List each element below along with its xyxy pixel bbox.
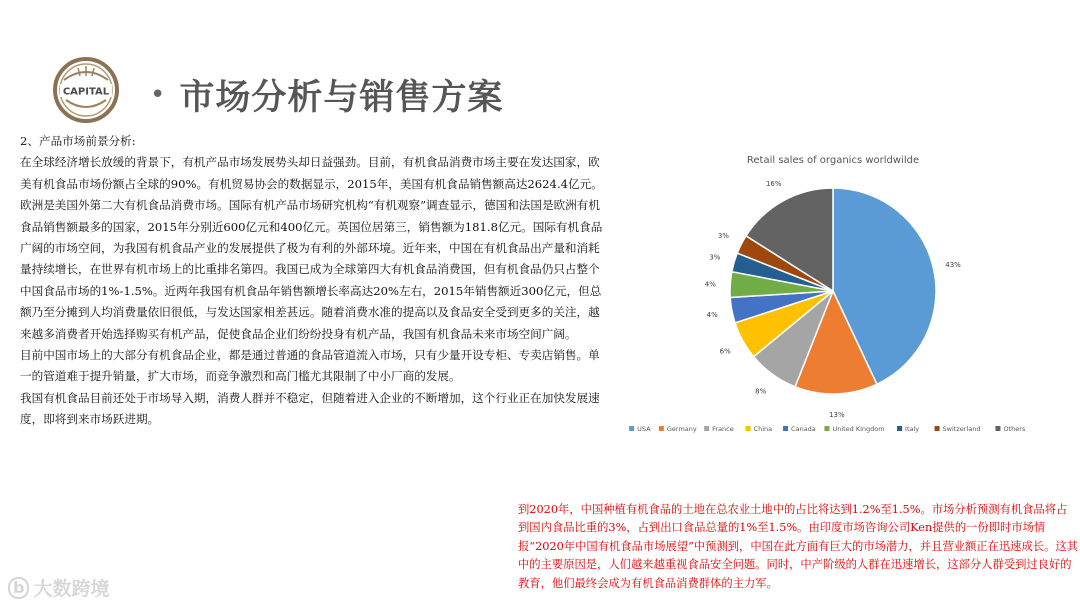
analysis-text <box>20 131 610 431</box>
legend-swatch <box>704 426 709 431</box>
watermark-icon: b <box>8 577 29 599</box>
legend-swatch <box>935 426 940 431</box>
data-label: 4% <box>706 311 718 320</box>
data-label: 6% <box>719 347 731 356</box>
capital-logo <box>52 56 120 124</box>
legend-swatch <box>659 426 664 431</box>
logo-text: CAPITAL <box>62 86 110 98</box>
title-text: 市场分析与销售方案 <box>179 78 504 118</box>
chart-title: Retail sales of organics worldwilde <box>746 155 920 166</box>
data-label: 3% <box>709 253 721 262</box>
legend-label: Italy <box>905 425 920 433</box>
data-label: 43% <box>945 261 961 270</box>
legend-label: Germany <box>666 425 697 433</box>
watermark-text: 大数跨境 <box>33 578 110 600</box>
analysis-paragraph: 目前中国市场上的大部分有机食品企业，都是通过普通的食品管道流入市场，只有少量开设专柜、专卖店销售。单一的管道难于提升销量，扩大市场，而竞争激烈和高门槛尤其限制了中小厂商的发展。 <box>20 348 600 384</box>
legend-swatch <box>824 426 829 431</box>
legend-label: Canada <box>791 425 816 433</box>
title-bullet: • <box>150 80 166 110</box>
legend-label: Others <box>1003 425 1026 433</box>
data-label: 8% <box>755 387 767 396</box>
data-label: 4% <box>704 280 716 289</box>
legend-swatch <box>629 426 634 431</box>
legend-label: China <box>753 425 773 433</box>
legend-label: France <box>712 425 734 433</box>
legend-swatch <box>783 426 788 431</box>
legend-label: USA <box>637 425 651 433</box>
data-label: 3% <box>717 232 729 241</box>
watermark <box>8 574 109 601</box>
analysis-heading: 2、产品市场前景分析: <box>20 134 136 148</box>
legend-swatch <box>897 426 902 431</box>
analysis-paragraph: 在全球经济增长放缓的背景下，有机产品市场发展势头却日益强劲。目前，有机食品消费市场主要在发达国家，欧美有机食品市场份额占全球的90%。有机贸易协会的数据显示，2015年，美国有机食品销售额高达2624.4亿元。欧洲是美国外第二大有机食品消费市场。国际有机产品市场研究机构“有机观察”调查显示，德国和法国是欧洲有机食品销售额最多的国家，2015年分别近600亿元和400亿元。英国位居第三，销售额为181.8亿元。国际有机食品广阔的市场空间，为我国有机食品产业的发展提供了极为有利的外部环境。近年来，中国在有机食品出产量和消耗量持续增长，在世界有机市场上的比重排名第四。我国已成为全球第四大有机食品消费国，但有机食品仍只占整个中国食品市场的1%-1.5%。近两年我国有机食品年销售额增长率高达20%左右，2015年销售额近300亿元，但总额乃至分摊到人均消费量依旧很低，与发达国家相差甚远。随着消费水准的提高以及食品安全受到更多的关注，越来越多消费者开始选择购买有机产品，促使食品企业们纷纷投身有机产品，我国有机食品未来市场空间广阔。 <box>20 155 603 341</box>
data-label: 13% <box>829 410 845 419</box>
data-label: 16% <box>765 180 782 189</box>
pie-chart <box>637 148 1050 448</box>
legend-label: United Kingdom <box>832 425 885 433</box>
legend-swatch <box>746 426 751 431</box>
analysis-paragraph: 我国有机食品目前还处于市场导入期，消费人群并不稳定，但随着进入企业的不断增加，这个行业正在加快发展速度，即将到来市场跃进期。 <box>20 390 600 427</box>
legend-label: Switzerland <box>942 425 981 433</box>
page-title <box>150 70 503 120</box>
legend-swatch <box>995 426 1000 431</box>
market-forecast-note: 到2020年，中国种植有机食品的土地在总农业土地中的占比将达到1.2%至1.5%。市场分析预测有机食品将占到国内食品比重的3%，占到出口食品总量的1%至1.5%。由印度市场咨询公司Ken提供的一份即时市场情报“2020年中国有机食品市场展望”中预测到，中国在此方面有巨大的市场潜力，并且营业额正在迅速成长。这其中的主要原因是，人们越来越重视食品安全问题。同时，中产阶级的人群在迅速增长，这部分人群受到过良好的教育，他们最终会成为有机食品消费群体的主力军。 <box>518 503 1078 590</box>
